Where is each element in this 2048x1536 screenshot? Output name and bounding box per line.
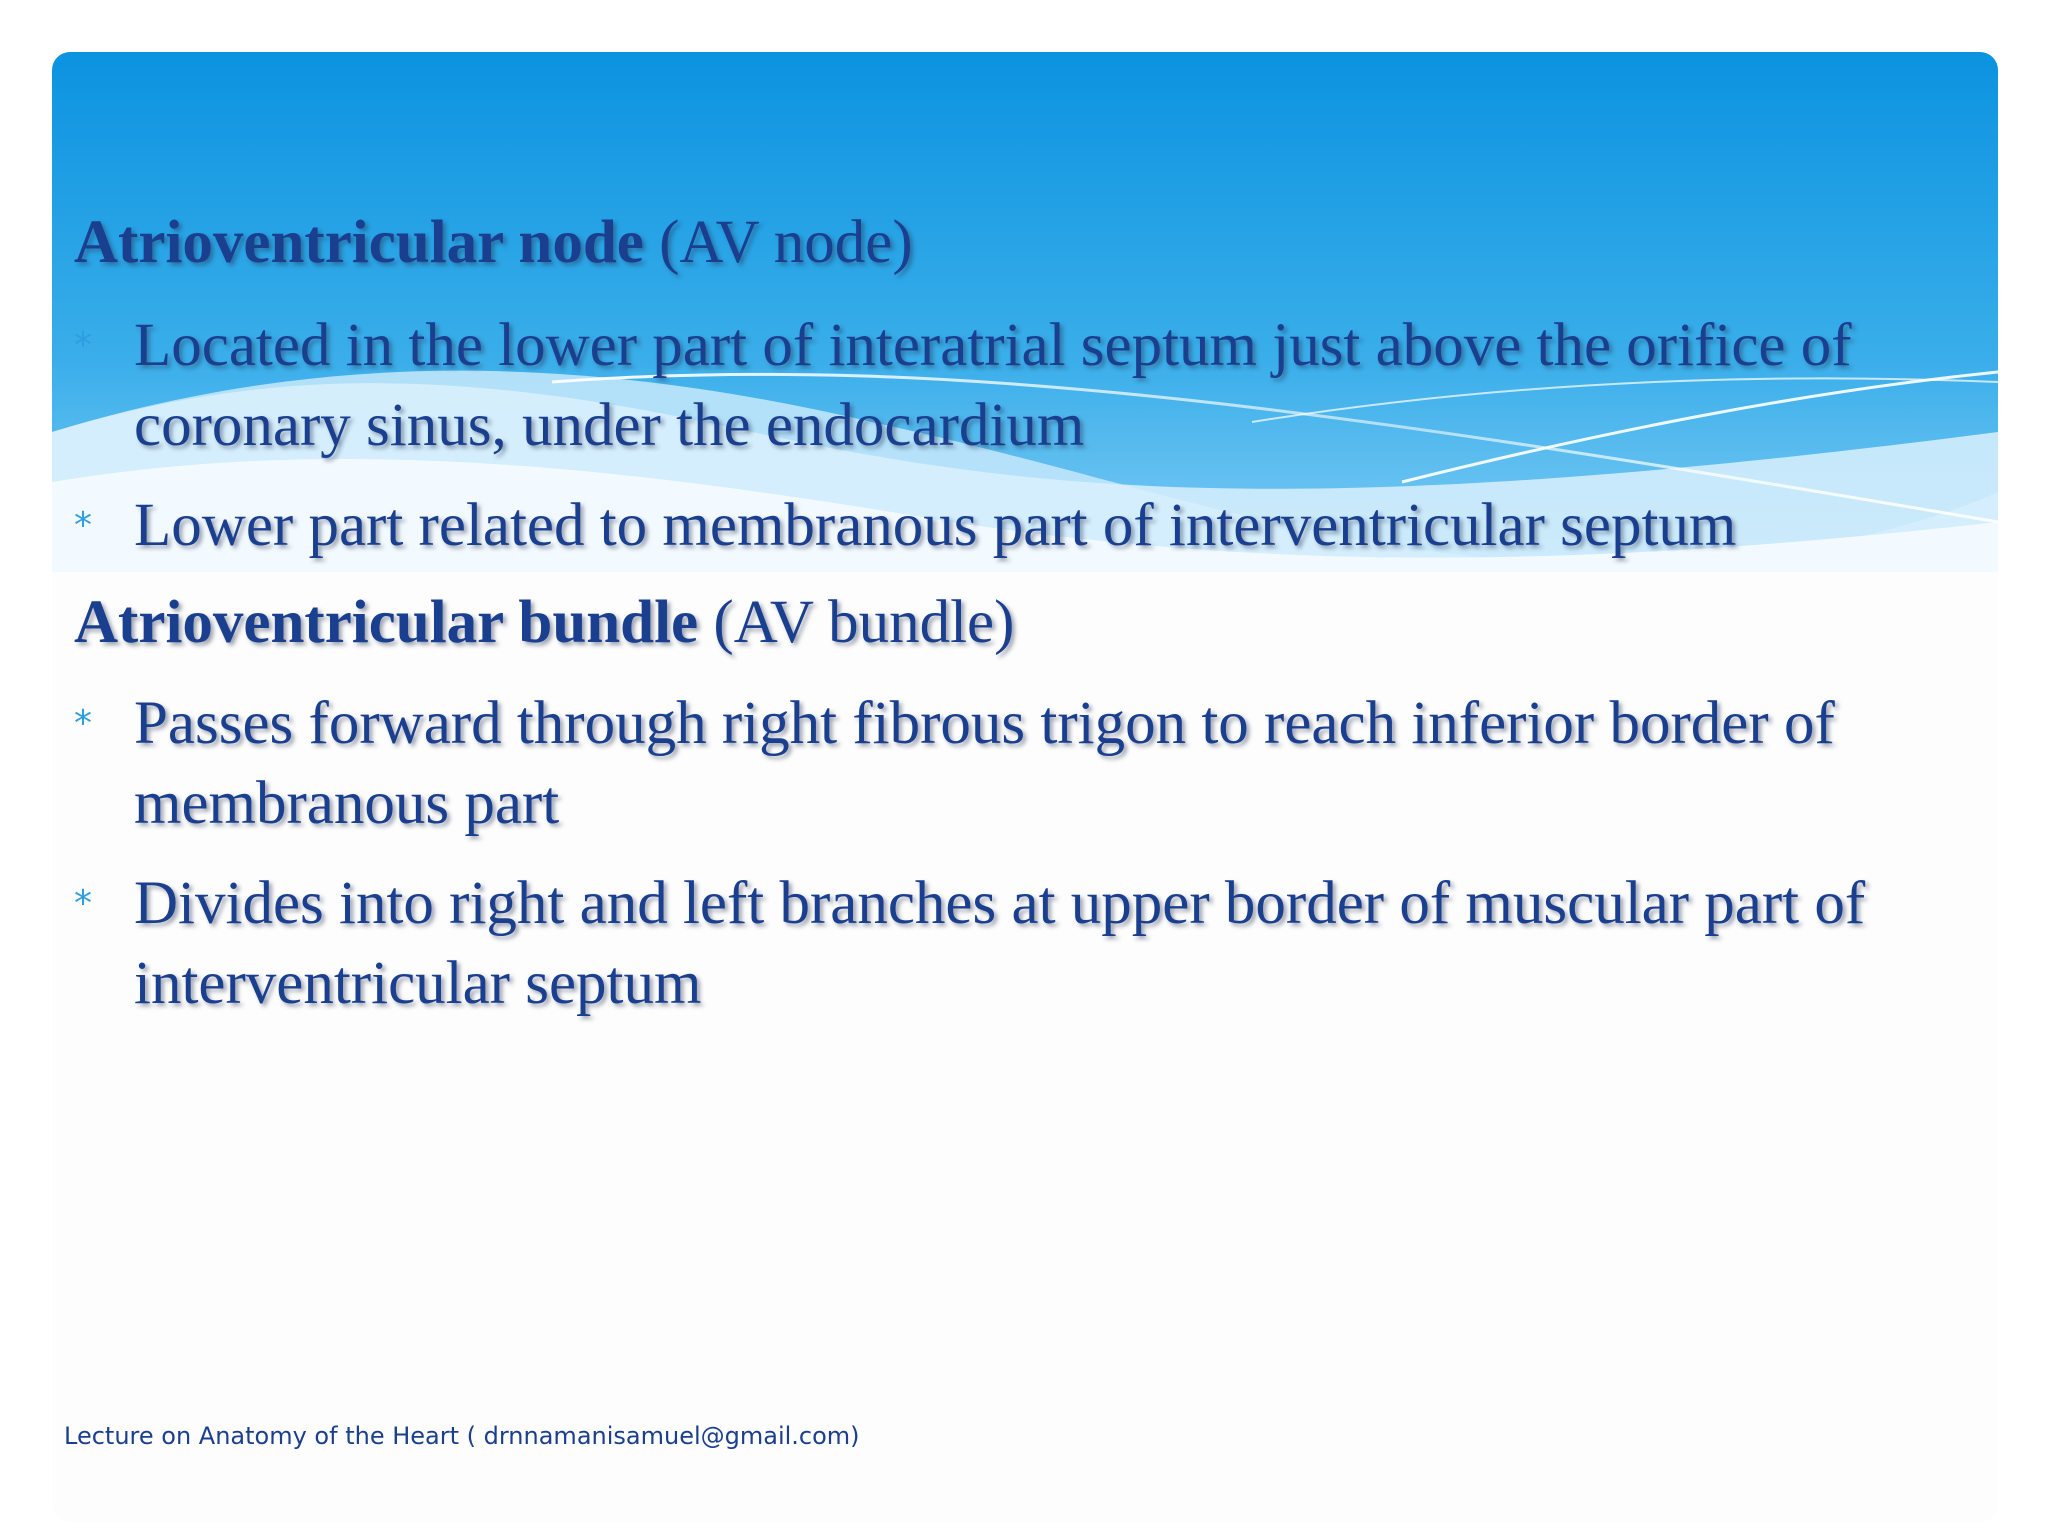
bullet-star-icon: * [74,883,92,924]
bullet-text: Lower part related to membranous part of interventricular septum [134,492,1737,559]
bullet-av-node-location [74,306,1974,466]
bullet-text: Located in the lower part of interatrial septum just above the orifice of coronary sinus, under the endocardium [134,312,1852,459]
slide-content [52,52,1998,1522]
heading-av-bundle-rest: (AV bundle) [698,589,1015,656]
slide-footer: Lecture on Anatomy of the Heart ( drnnamanisamuel@gmail.com) [64,1422,860,1450]
heading-av-bundle-bold: Atrioventricular bundle [74,589,699,656]
bullet-text: Divides into right and left branches at upper border of muscular part of interventricular septum [134,870,1866,1017]
bullet-av-bundle-division [74,864,1974,1024]
heading-av-node-bold: Atrioventricular node [74,209,644,276]
bullet-text: Passes forward through right fibrous trigon to reach inferior border of membranous part [134,690,1835,837]
slide-frame [52,52,1998,1522]
heading-av-bundle [74,584,1014,662]
bullet-av-bundle-course [74,684,1974,844]
heading-av-node-rest: (AV node) [643,209,913,276]
bullet-star-icon: * [74,703,92,744]
heading-av-node [74,204,913,282]
bullet-av-node-lower-part [74,486,1974,566]
bullet-star-icon: * [74,505,92,546]
bullet-star-icon: * [74,325,92,366]
